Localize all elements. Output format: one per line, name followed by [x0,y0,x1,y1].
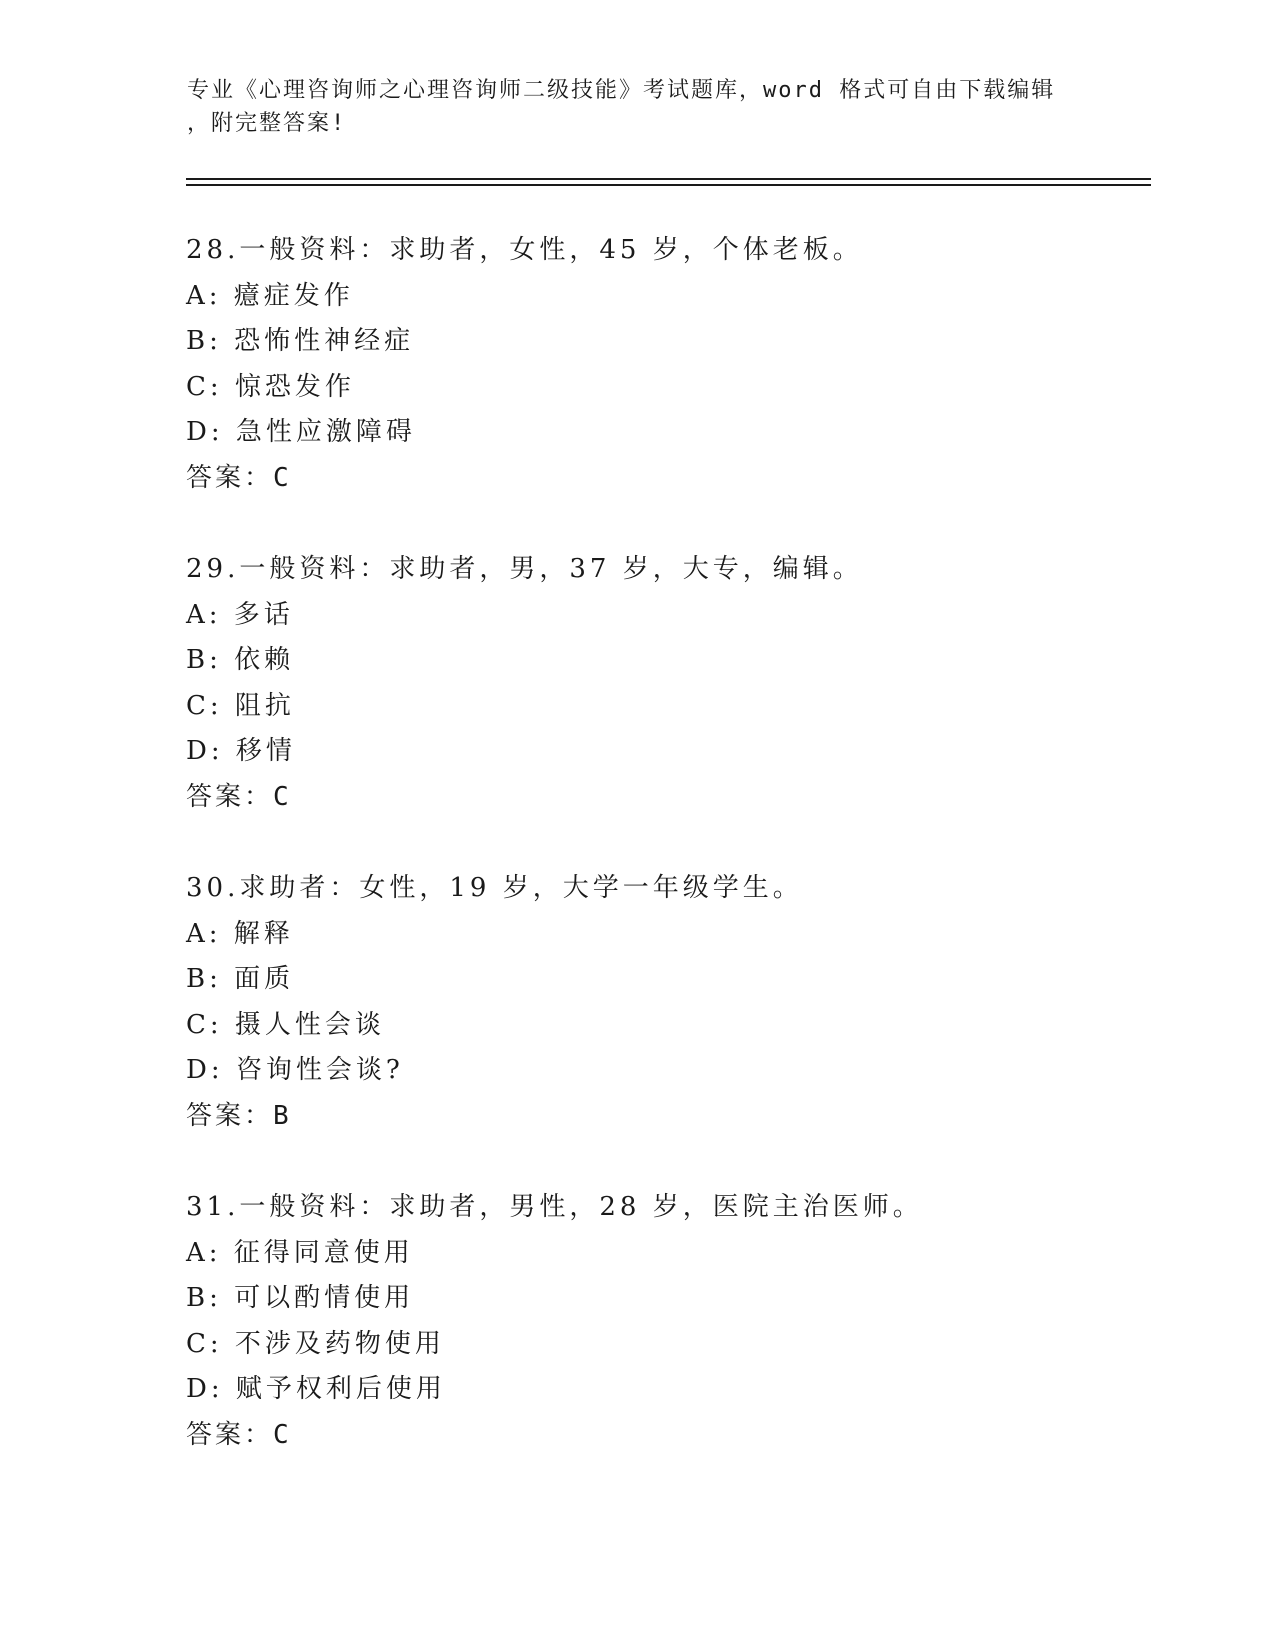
question-stem: 28.一般资料：求助者，女性，45 岁，个体老板。 [186,235,863,265]
question-block-30 [186,866,1146,1140]
option-b: B: 面质 [186,964,295,995]
header-rule-bottom [186,184,1151,186]
answer-label: 答案： [186,462,274,493]
answer-line [186,1094,1146,1140]
answer-value: C [273,781,292,812]
option-a: A: 解释 [186,918,294,949]
header-line-1: 专业《心理咨询师之心理咨询师二级技能》考试题库，word 格式可自由下载编辑 [187,78,1056,103]
option-d: D: 赋予权利后使用 [186,1374,446,1405]
question-block-29 [186,547,1146,821]
answer-line [186,1413,1146,1459]
option-d: D: 急性应激障碍 [186,417,416,448]
question-block-28 [186,228,1146,502]
option-c: C: 摄人性会谈 [186,1009,385,1040]
answer-line [186,456,1146,502]
option-c: C: 阻抗 [186,690,295,721]
option-b: B: 恐怖性神经症 [186,326,415,357]
option-a: A: 多话 [186,599,294,630]
answer-value: C [273,462,292,493]
answer-label: 答案： [186,1419,274,1450]
option-a: A: 征得同意使用 [186,1237,414,1268]
question-block-31 [186,1185,1146,1459]
question-stem: 30.求助者：女性，19 岁，大学一年级学生。 [186,873,803,903]
option-c: C: 不涉及药物使用 [186,1328,445,1359]
option-d: D: 移情 [186,736,296,767]
question-stem: 31.一般资料：求助者，男性，28 岁，医院主治医师。 [186,1192,923,1222]
answer-value: C [273,1419,292,1450]
option-d: D: 咨询性会谈? [186,1055,404,1086]
option-b: B: 可以酌情使用 [186,1283,415,1314]
document-header [187,74,1067,140]
header-line-2: ，附完整答案! [187,111,347,136]
answer-line [186,775,1146,821]
answer-label: 答案： [186,781,274,812]
option-b: B: 依赖 [186,645,295,676]
header-rule-top [186,178,1151,180]
answer-value: B [273,1100,292,1131]
question-stem: 29.一般资料：求助者，男，37 岁，大专，编辑。 [186,554,863,584]
option-c: C: 惊恐发作 [186,371,355,402]
answer-label: 答案： [186,1100,274,1131]
option-a: A: 癔症发作 [186,280,354,311]
